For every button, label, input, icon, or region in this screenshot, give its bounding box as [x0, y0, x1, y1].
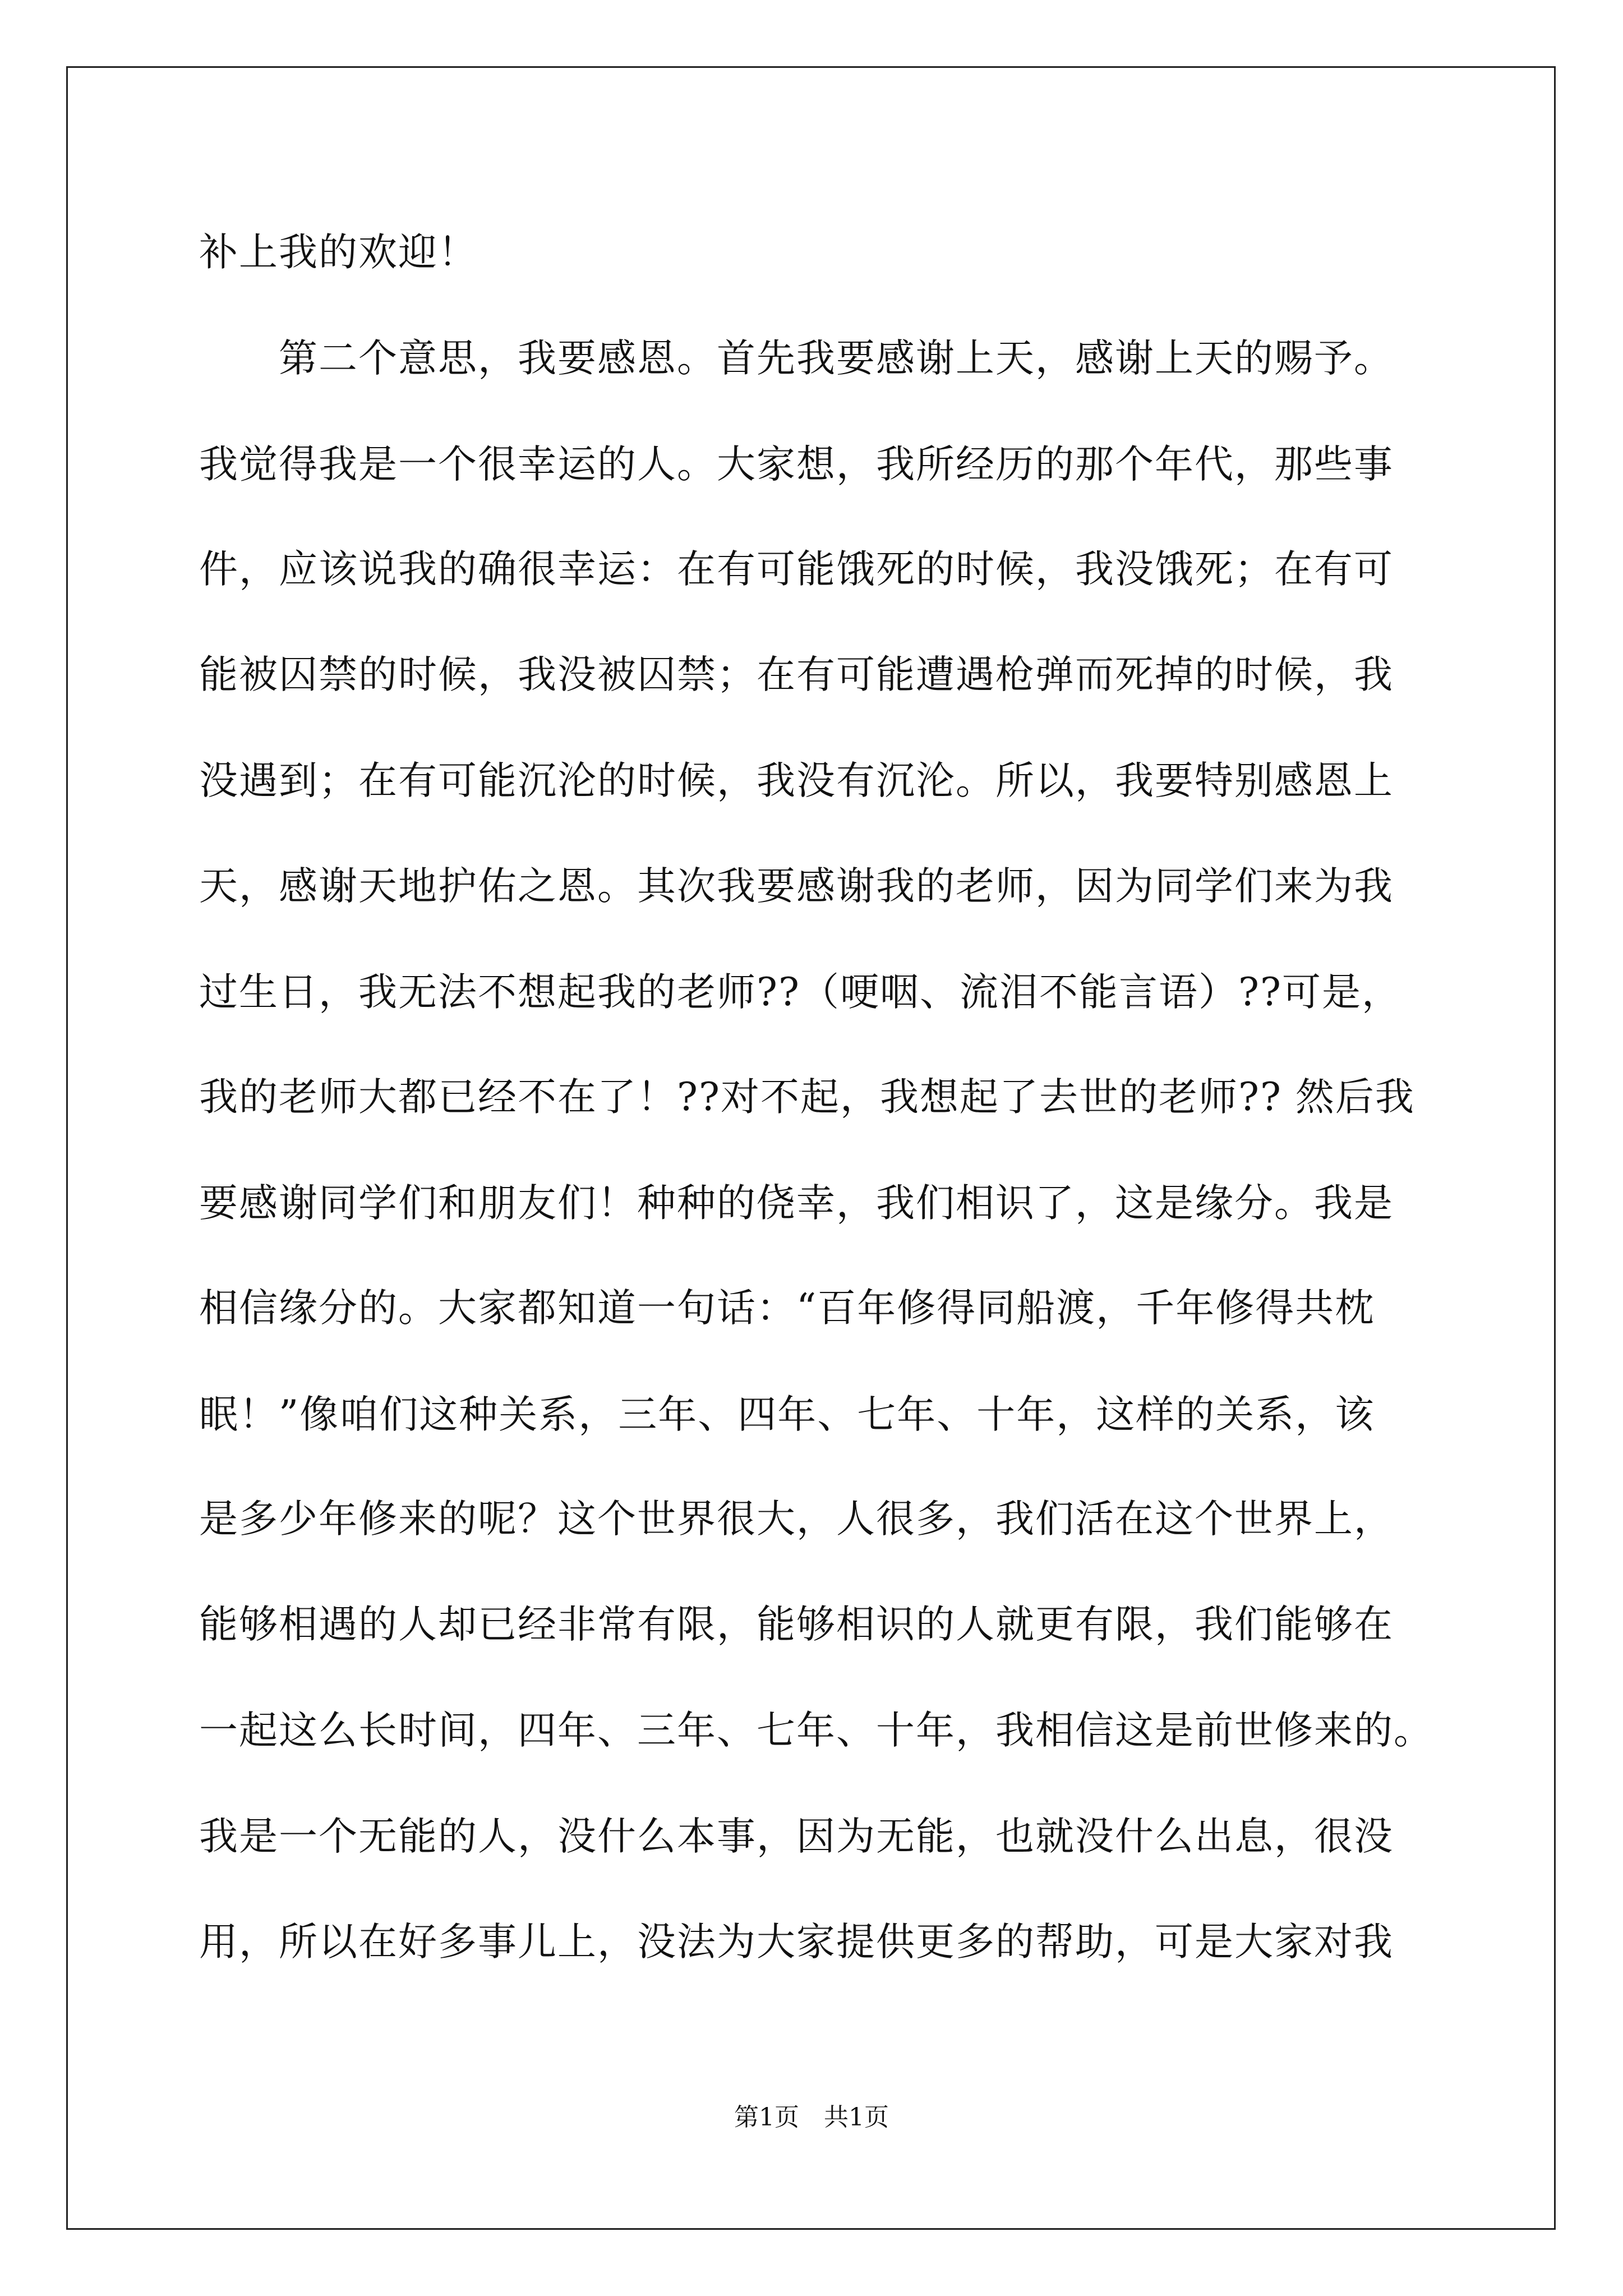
text-line: 一起这么长时间，四年、三年、七年、十年，我相信这是前世修来的。	[199, 1708, 1433, 1753]
text-line: 能被囚禁的时候，我没被囚禁；在有可能遭遇枪弹而死掉的时候，我	[199, 652, 1394, 697]
text-line: 眠！”像咱们这种关系，三年、四年、七年、十年，这样的关系，该	[199, 1392, 1375, 1437]
text-line: 相信缘分的。大家都知道一句话：“百年修得同船渡，千年修得共枕	[199, 1286, 1375, 1331]
text-line: 用，所以在好多事儿上，没法为大家提供更多的帮助，可是大家对我	[199, 1920, 1394, 1964]
text-line: 是多少年修来的呢？这个世界很大，人很多，我们活在这个世界上，	[199, 1497, 1394, 1542]
text-line: 我的老师大都已经不在了！??对不起，我想起了去世的老师?? 然后我	[199, 1075, 1415, 1120]
text-line: 第二个意思，我要感恩。首先我要感谢上天，感谢上天的赐予。	[199, 336, 1394, 381]
text-line: 我觉得我是一个很幸运的人。大家想，我所经历的那个年代，那些事	[199, 442, 1394, 487]
text-line: 没遇到；在有可能沉沦的时候，我没有沉沦。所以，我要特别感恩上	[199, 758, 1394, 803]
page-border	[66, 66, 1556, 2230]
text-line: 件，应该说我的确很幸运：在有可能饿死的时候，我没饿死；在有可	[199, 547, 1394, 592]
page-number-footer: 第1页 共1页	[734, 2103, 889, 2132]
text-line: 补上我的欢迎！	[199, 230, 478, 275]
text-line: 天，感谢天地护佑之恩。其次我要感谢我的老师，因为同学们来为我	[199, 864, 1394, 909]
text-line: 要感谢同学们和朋友们！种种的侥幸，我们相识了，这是缘分。我是	[199, 1181, 1394, 1226]
text-line: 我是一个无能的人，没什么本事，因为无能，也就没什么出息，很没	[199, 1814, 1394, 1859]
text-line: 过生日，我无法不想起我的老师??（哽咽、流泪不能言语）??可是，	[199, 970, 1401, 1015]
text-line: 能够相遇的人却已经非常有限，能够相识的人就更有限，我们能够在	[199, 1602, 1394, 1647]
